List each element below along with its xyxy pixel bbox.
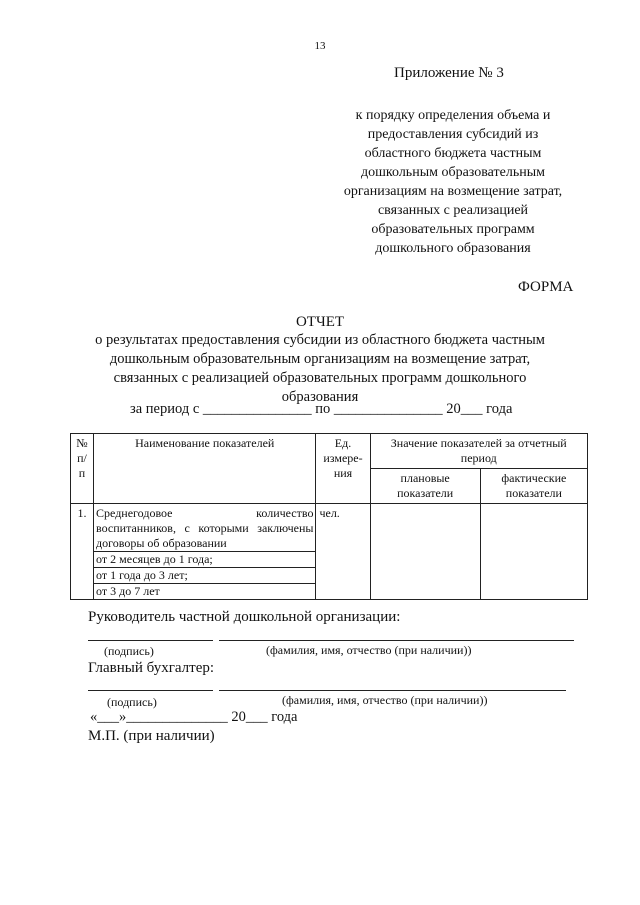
subtitle-line: образования: [281, 389, 359, 405]
header-planned: плановые показатели: [370, 469, 480, 504]
stamp-label: М.П. (при наличии): [88, 728, 215, 744]
appendix-line: областного бюджета частным: [364, 146, 542, 161]
accountant-name-caption: (фамилия, имя, отчество (при наличии)): [282, 693, 488, 707]
appendix-description: [318, 106, 588, 258]
subtitle-line: о результатах предоставления субсидии из областного бюджета частным: [95, 332, 545, 348]
subtitle-line: связанных с реализацией образовательных программ дошкольного: [113, 370, 527, 386]
header-actual: фактические показатели: [480, 469, 587, 504]
appendix-line: дошкольного образования: [375, 241, 531, 256]
accountant-label: Главный бухгалтер:: [88, 660, 215, 676]
head-sign-line: [88, 640, 213, 641]
head-sign-caption: (подпись): [104, 644, 154, 658]
accountant-sign-caption: (подпись): [107, 695, 157, 709]
accountant-name-line: [219, 690, 566, 691]
appendix-title: Приложение № 3: [394, 65, 504, 81]
head-signature-label: Руководитель частной дошкольной организации:: [88, 609, 401, 625]
indicators-table: [70, 433, 588, 600]
head-name-caption: (фамилия, имя, отчество (при наличии)): [266, 643, 472, 657]
header-unit: Ед. измере-ния: [316, 434, 370, 504]
report-subtitle: [60, 331, 580, 407]
header-num: № п/п: [71, 434, 94, 504]
age-group: от 3 до 7 лет: [94, 583, 315, 599]
appendix-line: к порядку определения объема и: [355, 108, 551, 123]
report-period: за период с _______________ по _______________ 20___ года: [130, 401, 513, 417]
head-name-line: [219, 640, 574, 641]
row-planned-value: [370, 504, 480, 600]
row-actual-value: [480, 504, 587, 600]
row-num: 1.: [71, 504, 94, 600]
table-header-row: [71, 434, 588, 469]
date-line: «___»______________ 20___ года: [90, 709, 298, 725]
appendix-line: образовательных программ: [371, 222, 535, 237]
appendix-line: связанных с реализацией: [377, 203, 529, 218]
form-label: ФОРМА: [518, 279, 574, 295]
appendix-line: организациям на возмещение затрат,: [343, 184, 563, 199]
header-values-group: Значение показателей за отчетный период: [370, 434, 587, 469]
row-name: Среднегодовое количество воспитанников, с которыми заключены договоры об образовании: [96, 506, 314, 550]
age-group: от 2 месяцев до 1 года;: [94, 551, 315, 567]
report-title: ОТЧЕТ: [295, 314, 345, 330]
subtitle-line: дошкольным образовательным организациям на возмещение затрат,: [109, 351, 531, 367]
accountant-sign-line: [88, 690, 213, 691]
page-number: 13: [314, 40, 326, 52]
row-name-cell: [94, 504, 316, 600]
row-unit: чел.: [316, 504, 370, 600]
age-group: от 1 года до 3 лет;: [94, 567, 315, 583]
appendix-line: дошкольным образовательным: [361, 165, 545, 180]
table-row: [71, 504, 588, 600]
header-name: Наименование показателей: [94, 434, 316, 504]
appendix-line: предоставления субсидий из: [367, 127, 539, 142]
